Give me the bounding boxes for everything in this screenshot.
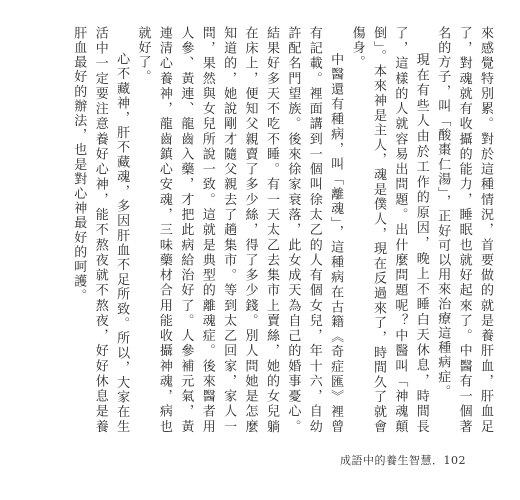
- paragraph-2: 現在有些人由於工作的原因，晚上不睡白天休息，時間長了，這樣的人就容易出問題。出什麼問題呢？中醫叫「神魂顛倒」。本來神是主人，魂是僕人，現在反過來了，時間久了就會傷身。: [349, 26, 429, 434]
- paragraph-1: 來感覺特別累。對於這種情況，首要做的就是養肝血，肝血足了，對魂就有收攝的能力，睡眠也就好起來了。中醫有一個著名的方子，叫「酸棗仁湯」，正好可以用來治療這種病症。: [435, 26, 493, 434]
- paragraph-4: 心不藏神，肝不藏魂，多因肝血不足所致。所以，大家在生活中一定要注意養好心神，能不熬夜就不熬夜，好好休息是養肝血最好的辦法，也是對心神最好的呵護。: [71, 26, 130, 434]
- page-footer: 成語中的養生智慧．102: [340, 454, 466, 467]
- paragraph-3: 中醫還有種病，叫「離魂」，這種病在古籍《奇症匯》裡曾有記載。裡面講到一個叫徐太乙的人有個女兒，年十六，自幼許配名門望族。後來徐家衰落，此女成天為自己的婚事憂心。結果好多天不吃不睡。有一天太乙去集市上賣絲，她的女兒躺在床上，便知父親賣了多少絲，得了多少錢。別人問她是怎麼知道的，她說剛才隨父親去了趟集市。等到太乙回家，家人一問，果然與女兒所說一致。這就是典型的離魂症。後來醫者用人參、黃連、龍齒入藥，才把此病給治好了。人參補元氣，黃連清心養神，龍齒鎮心安魂，三味藥材合用能收攝神魂，病也就好了。: [135, 26, 344, 434]
- body-text: [31, 26, 496, 434]
